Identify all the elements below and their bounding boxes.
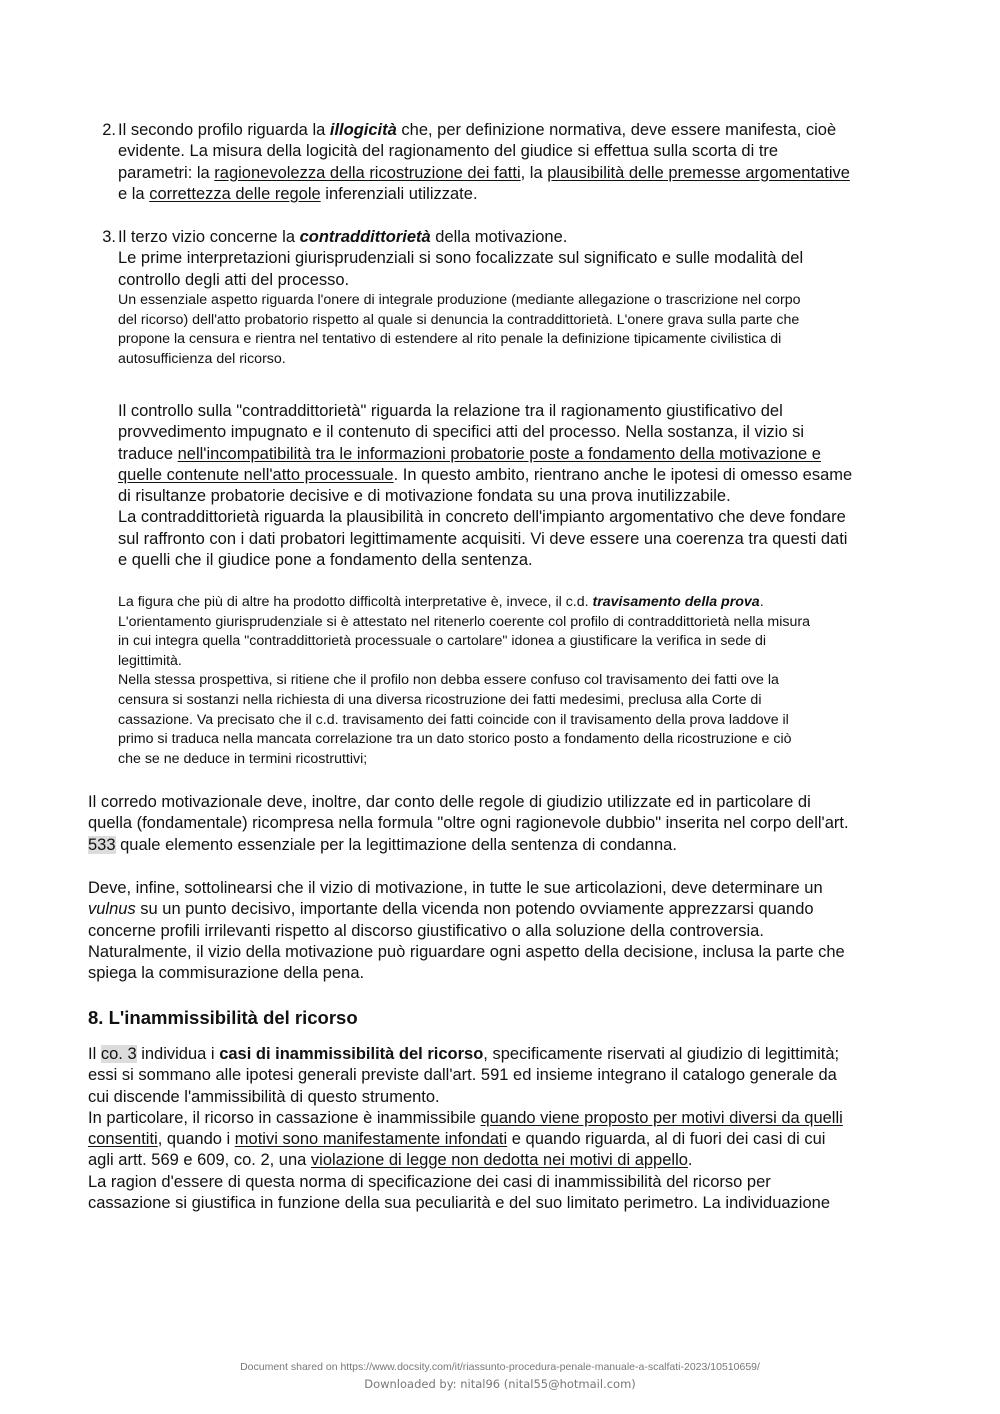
text: cassazione si giustifica in funzione della sua peculiarità e del suo limitato perimetro. La individuazione [88,1194,831,1213]
text: quella (fondamentale) ricompresa nella formula "oltre ogni ragionevole dubbio" inserita nel corpo dell'art. [88,814,849,833]
paragraph-corredo [88,792,918,856]
highlighted-reference: 533 [88,835,116,854]
item3-note-1 [118,291,918,369]
item3-paragraph-2 [118,401,918,571]
paragraph-inammissibilita [88,1044,918,1214]
text: che, per definizione normativa, deve essere manifesta, cioè [396,121,837,139]
section-heading: 8. L'inammissibilità del ricorso [88,1007,358,1028]
bold-text: casi di inammissibilità del ricorso [219,1045,484,1063]
text: controllo degli atti del processo. [118,270,350,289]
text: evidente. La misura della logicità del ragionamento del giudice si effettua sulla scorta di tre [118,142,779,161]
text: L'orientamento giurisprudenziale si è attestato nel ritenerlo coerente col profilo di contraddittorietà nella misura [118,613,810,630]
text: . [759,594,764,610]
text: autosufficienza del ricorso. [118,350,286,367]
underlined-text: ragionevolezza della ricostruzione dei fatti [214,163,521,182]
text: cui discende l'ammissibilità di questo strumento. [88,1087,440,1106]
emphasis: travisamento della prova [592,594,760,610]
text: . In questo ambito, rientrano anche le ipotesi di omesso esame [393,465,853,484]
text: su un punto decisivo, importante della vicenda non potendo ovviamente apprezzarsi quando [135,900,814,919]
text: della motivazione. [430,228,568,246]
text: concerne profili irrilevanti rispetto al discorso giustificativo o alla soluzione della controversia. [88,921,764,940]
text: Il controllo sulla "contraddittorietà" riguarda la relazione tra il ragionamento giustificativo del [118,402,783,420]
text: Il corredo motivazionale deve, inoltre, dar conto delle regole di giudizio utilizzate ed in particolare di [88,793,811,811]
item3-note-2 [118,593,918,769]
emphasis: illogicità [329,121,397,139]
highlighted-reference: co. 3 [100,1045,137,1063]
text: sul raffronto con i dati probatori legittimamente acquisiti. Vi deve essere una coerenza tra questi dati [118,529,848,548]
text: , specificamente riservati al giudizio di legittimità; [483,1045,840,1063]
underlined-text: violazione di legge non dedotta nei motivi di appello [310,1151,688,1170]
text: In particolare, il ricorso in cassazione è inammissibile [88,1108,481,1127]
text: Deve, infine, sottolinearsi che il vizio di motivazione, in tutte le sue articolazioni, deve determinare un [88,879,823,897]
list-number: 3. [102,228,116,246]
text: censura si sostanzi nella richiesta di una diversa ricostruzione dei fatti medesimi, preclusa alla Corte di [118,691,762,708]
underlined-text: plausibilità delle premesse argomentative [547,163,850,182]
text: di risultanze probatorie decisive e di motivazione fondata su una prova inutilizzabile. [118,487,731,506]
text: che se ne deduce in termini ricostruttivi; [118,750,368,767]
text: Il secondo profilo riguarda la [118,121,330,139]
item2-text [118,120,918,205]
text: spiega la commisurazione della pena. [88,964,365,983]
footer-downloaded-by: Downloaded by: nital96 (nital55@hotmail.com) [364,1377,636,1391]
underlined-text: quelle contenute nell'atto processuale [118,465,394,484]
text: e la [118,184,150,203]
text: La figura che più di altre ha prodotto difficoltà interpretative è, invece, il c.d. [118,594,593,610]
text: Le prime interpretazioni giurisprudenziali si sono focalizzate sul significato e sulle modalità del [118,249,804,268]
text: individua i [136,1045,220,1063]
text: primo si traduca nella mancata correlazione tra un dato storico posto a fondamento della ricostruzione e ciò [118,731,792,748]
item3-text [118,227,918,291]
text: parametri: la [118,163,215,182]
text: del ricorso) dell'atto probatorio rispetto al quale si denuncia la contraddittorietà. L'onere grava sulla parte che [118,311,800,328]
text: , quando i [157,1130,235,1149]
text: Nella stessa prospettiva, si ritiene che il profilo non debba essere confuso col travisamento dei fatti ove la [118,672,779,689]
text: La contraddittorietà riguarda la plausibilità in concreto dell'impianto argomentativo che deve fondare [118,508,846,527]
text: propone la censura e rientra nel tentativo di estendere al rito penale la definizione tipicamente civilistica di [118,331,782,348]
text: quale elemento essenziale per la legittimazione della sentenza di condanna. [115,835,677,854]
text: traduce [118,444,178,463]
emphasis: contraddittorietà [299,228,431,246]
text: cassazione. Va precisato che il c.d. travisamento dei fatti coincide con il travisamento della prova laddove il [118,711,789,728]
underlined-text: quando viene proposto per motivi diversi da quelli [480,1108,843,1127]
text: Un essenziale aspetto riguarda l'onere di integrale produzione (mediante allegazione o trascrizione nel corpo [118,292,801,308]
text: , la [520,163,548,182]
text: essi si sommano alle ipotesi generali previste dall'art. 591 ed insieme integrano il catalogo generale da [88,1066,837,1085]
text: Il terzo vizio concerne la [118,228,300,246]
footer-shared-url[interactable]: Document shared on https://www.docsity.com/it/riassunto-procedura-penale-manuale-a-scalfati-2023/10510659/ [240,1361,760,1373]
underlined-text: motivi sono manifestamente infondati [234,1130,508,1149]
text: Naturalmente, il vizio della motivazione può riguardare ogni aspetto della decisione, inclusa la parte che [88,942,845,961]
text: La ragion d'essere di questa norma di specificazione dei casi di inammissibilità del ricorso per [88,1172,771,1191]
text: in cui integra quella "contraddittorietà processuale o cartolare" idonea a giustificare la verifica in sede di [118,633,767,650]
emphasis: vulnus [88,900,136,919]
text: Il [88,1045,101,1063]
text: inferenziali utilizzate. [320,184,478,203]
underlined-text: consentiti [88,1130,158,1149]
text: provvedimento impugnato e il contenuto di specifici atti del processo. Nella sostanza, il vizio si [118,423,805,442]
paragraph-vulnus [88,878,918,984]
text: . [687,1151,693,1170]
underlined-text: correttezza delle regole [149,184,321,203]
list-number: 2. [102,121,116,139]
text: legittimità. [118,652,182,669]
text: e quando riguarda, al di fuori dei casi di cui [507,1130,826,1149]
text: e quelli che il giudice pone a fondamento della sentenza. [118,551,533,570]
underlined-text: nell'incompatibilità tra le informazioni probatorie poste a fondamento della motivazione e [177,444,821,463]
text: agli artt. 569 e 609, co. 2, una [88,1151,311,1170]
